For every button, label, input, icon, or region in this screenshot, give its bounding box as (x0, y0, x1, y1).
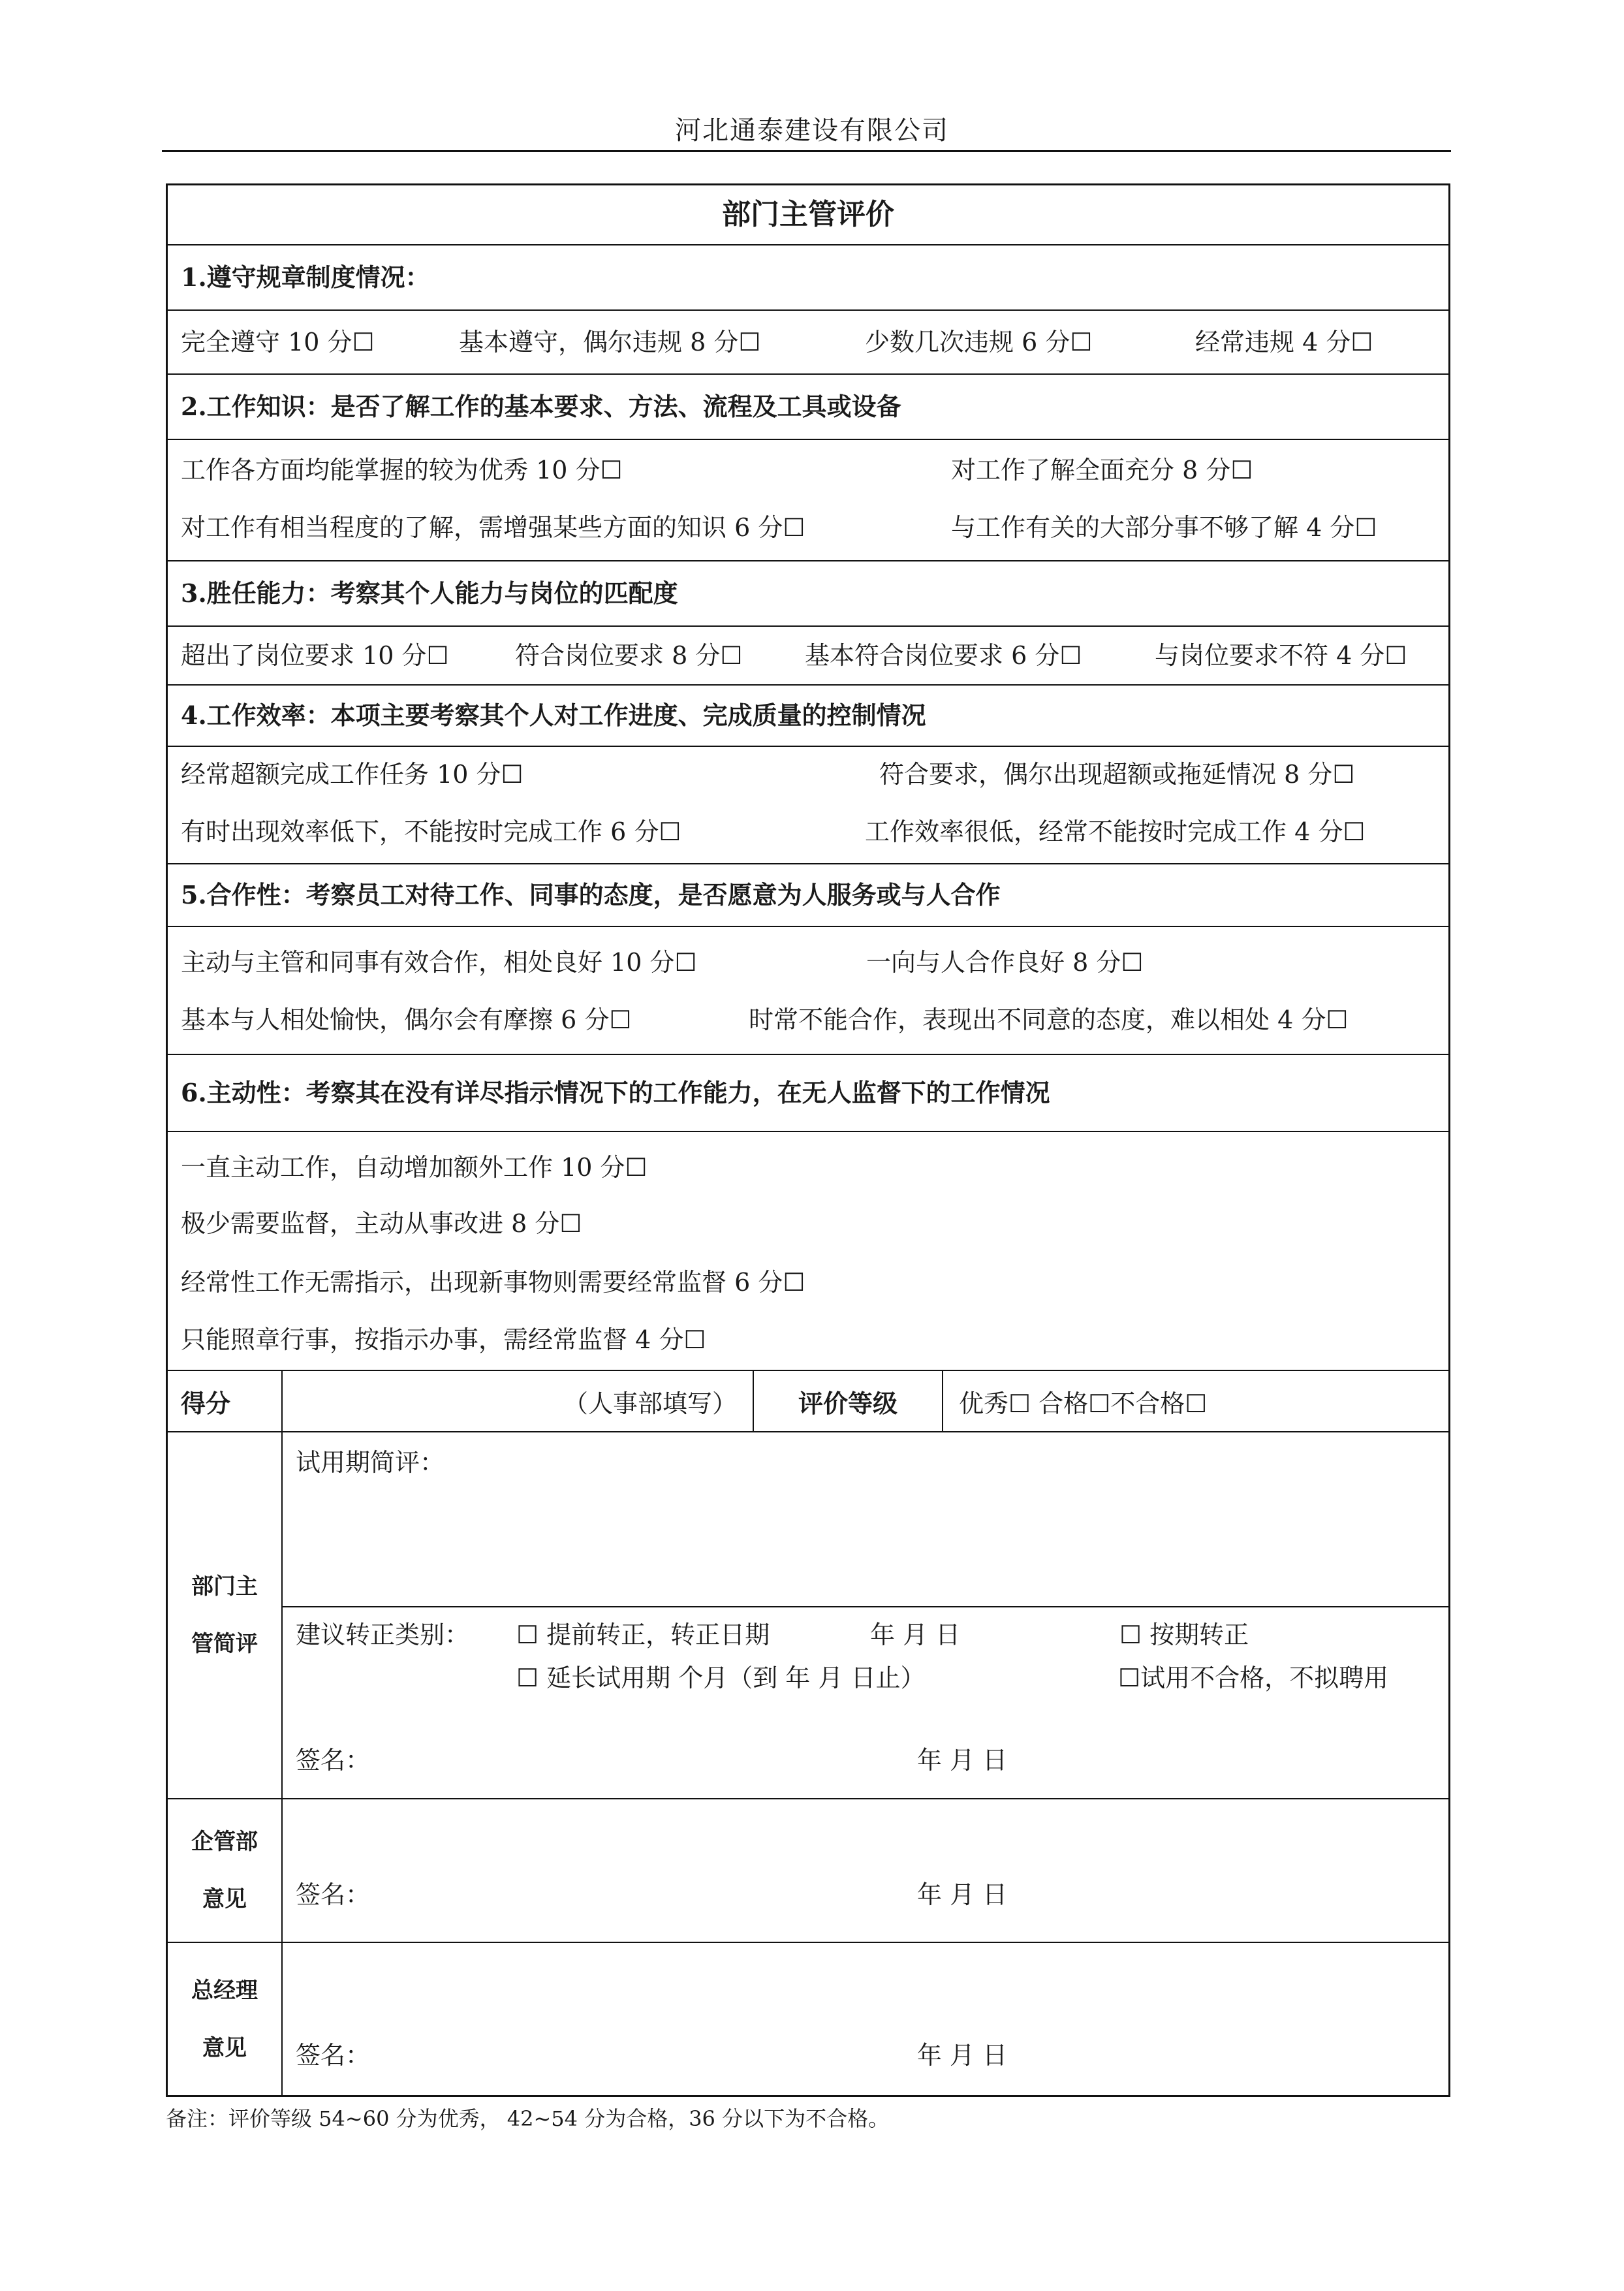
dept-comment-block (168, 1432, 1448, 1799)
q3-option-4[interactable]: 与岗位要求不符 4 分☐ (1155, 641, 1407, 670)
dept-label (168, 1432, 283, 1798)
q5-option-6[interactable]: 基本与人相处愉快，偶尔会有摩擦 6 分☐ (181, 1005, 632, 1034)
q6-option-6[interactable]: 经常性工作无需指示，出现新事物则需要经常监督 6 分☐ (181, 1268, 805, 1297)
q3-options (168, 627, 1448, 686)
form-title: 部门主管评价 (168, 185, 1448, 245)
dept-sign-label[interactable]: 签名： (296, 1746, 371, 1775)
gm-opinion-block (168, 1943, 1448, 2095)
mgmt-opinion-block (168, 1799, 1448, 1943)
gm-label-line2: 意见 (202, 2034, 247, 2061)
q5-option-4[interactable]: 时常不能合作，表现出不同意的态度，难以相处 4 分☐ (749, 1005, 1349, 1034)
mgmt-label-line1: 企管部 (191, 1829, 258, 1855)
q6-options (168, 1132, 1448, 1371)
q2-option-6[interactable]: 对工作有相当程度的了解，需增强某些方面的知识 6 分☐ (181, 513, 805, 542)
dept-label-line1: 部门主 (191, 1573, 258, 1600)
evaluation-form (166, 183, 1450, 2097)
mgmt-sign-label[interactable]: 签名： (296, 1880, 371, 1909)
dept-label-line2: 管简评 (191, 1631, 258, 1657)
suggest-on-time[interactable]: ☐ 按期转正 (1119, 1620, 1249, 1649)
q1-option-4[interactable]: 经常违规 4 分☐ (1195, 328, 1373, 356)
footnote: 备注：评价等级 54~60 分为优秀， 42~54 分为合格，36 分以下为不合格。 (166, 2106, 890, 2131)
q6-heading: 6.主动性：考察其在没有详尽指示情况下的工作能力，在无人监督下的工作情况 (168, 1055, 1448, 1132)
mgmt-label-line2: 意见 (202, 1886, 247, 1912)
q2-options (168, 440, 1448, 561)
mgmt-label (168, 1799, 283, 1942)
q1-options (168, 311, 1448, 375)
q1-heading: 1.遵守规章制度情况： (168, 245, 1448, 311)
q3-heading: 3.胜任能力：考察其个人能力与岗位的匹配度 (168, 561, 1448, 627)
q4-option-10[interactable]: 经常超额完成工作任务 10 分☐ (181, 760, 523, 789)
q2-option-4[interactable]: 与工作有关的大部分事不够了解 4 分☐ (951, 513, 1377, 542)
score-label: 得分 (168, 1371, 283, 1431)
q5-heading: 5.合作性：考察员工对待工作、同事的态度，是否愿意为人服务或与人合作 (168, 864, 1448, 927)
gm-date: 年 月 日 (917, 2041, 1008, 2070)
score-input[interactable]: （人事部填写） (283, 1371, 754, 1431)
q1-option-10[interactable]: 完全遵守 10 分☐ (181, 328, 375, 356)
gm-label-line1: 总经理 (191, 1977, 258, 2004)
suggest-label: 建议转正类别： (296, 1620, 470, 1649)
q5-option-8[interactable]: 一向与人合作良好 8 分☐ (866, 948, 1144, 977)
company-name: 河北通泰建设有限公司 (675, 116, 949, 146)
q1-option-6[interactable]: 少数几次违规 6 分☐ (865, 328, 1093, 356)
q3-option-8[interactable]: 符合岗位要求 8 分☐ (515, 641, 743, 670)
q2-heading: 2.工作知识：是否了解工作的基本要求、方法、流程及工具或设备 (168, 375, 1448, 440)
suggest-extend[interactable]: ☐ 延长试用期 个月（到 年 月 日止） (516, 1664, 926, 1692)
q6-option-8[interactable]: 极少需要监督，主动从事改进 8 分☐ (181, 1209, 582, 1238)
mgmt-date: 年 月 日 (917, 1880, 1008, 1909)
suggest-early[interactable]: ☐ 提前转正，转正日期 (516, 1620, 770, 1649)
suggest-early-date: 年 月 日 (870, 1620, 961, 1649)
q4-options (168, 747, 1448, 864)
header-rule (162, 150, 1451, 152)
trial-comment-area[interactable] (283, 1432, 1448, 1607)
gm-label (168, 1943, 283, 2095)
grade-options[interactable]: 优秀☐ 合格☐不合格☐ (959, 1389, 1208, 1418)
q2-option-10[interactable]: 工作各方面均能掌握的较为优秀 10 分☐ (181, 456, 623, 484)
q5-option-10[interactable]: 主动与主管和同事有效合作，相处良好 10 分☐ (181, 948, 697, 977)
dept-date: 年 月 日 (917, 1746, 1008, 1775)
score-row (168, 1371, 1448, 1432)
q4-option-4[interactable]: 工作效率很低，经常不能按时完成工作 4 分☐ (865, 817, 1366, 846)
suggest-fail[interactable]: ☐试用不合格，不拟聘用 (1118, 1664, 1389, 1692)
q4-option-8[interactable]: 符合要求，偶尔出现超额或拖延情况 8 分☐ (879, 760, 1355, 789)
q4-option-6[interactable]: 有时出现效率低下，不能按时完成工作 6 分☐ (181, 817, 681, 846)
q1-option-8[interactable]: 基本遵守，偶尔违规 8 分☐ (459, 328, 761, 356)
q3-option-6[interactable]: 基本符合岗位要求 6 分☐ (805, 641, 1082, 670)
q5-options (168, 927, 1448, 1055)
gm-sign-label[interactable]: 签名： (296, 2041, 371, 2070)
q6-option-10[interactable]: 一直主动工作，自动增加额外工作 10 分☐ (181, 1153, 648, 1182)
grade-label: 评价等级 (754, 1371, 943, 1431)
q2-option-8[interactable]: 对工作了解全面充分 8 分☐ (951, 456, 1253, 484)
q4-heading: 4.工作效率：本项主要考察其个人对工作进度、完成质量的控制情况 (168, 686, 1448, 747)
q6-option-4[interactable]: 只能照章行事，按指示办事，需经常监督 4 分☐ (181, 1325, 706, 1354)
q3-option-10[interactable]: 超出了岗位要求 10 分☐ (181, 641, 449, 670)
trial-comment-label: 试用期简评： (296, 1448, 445, 1477)
